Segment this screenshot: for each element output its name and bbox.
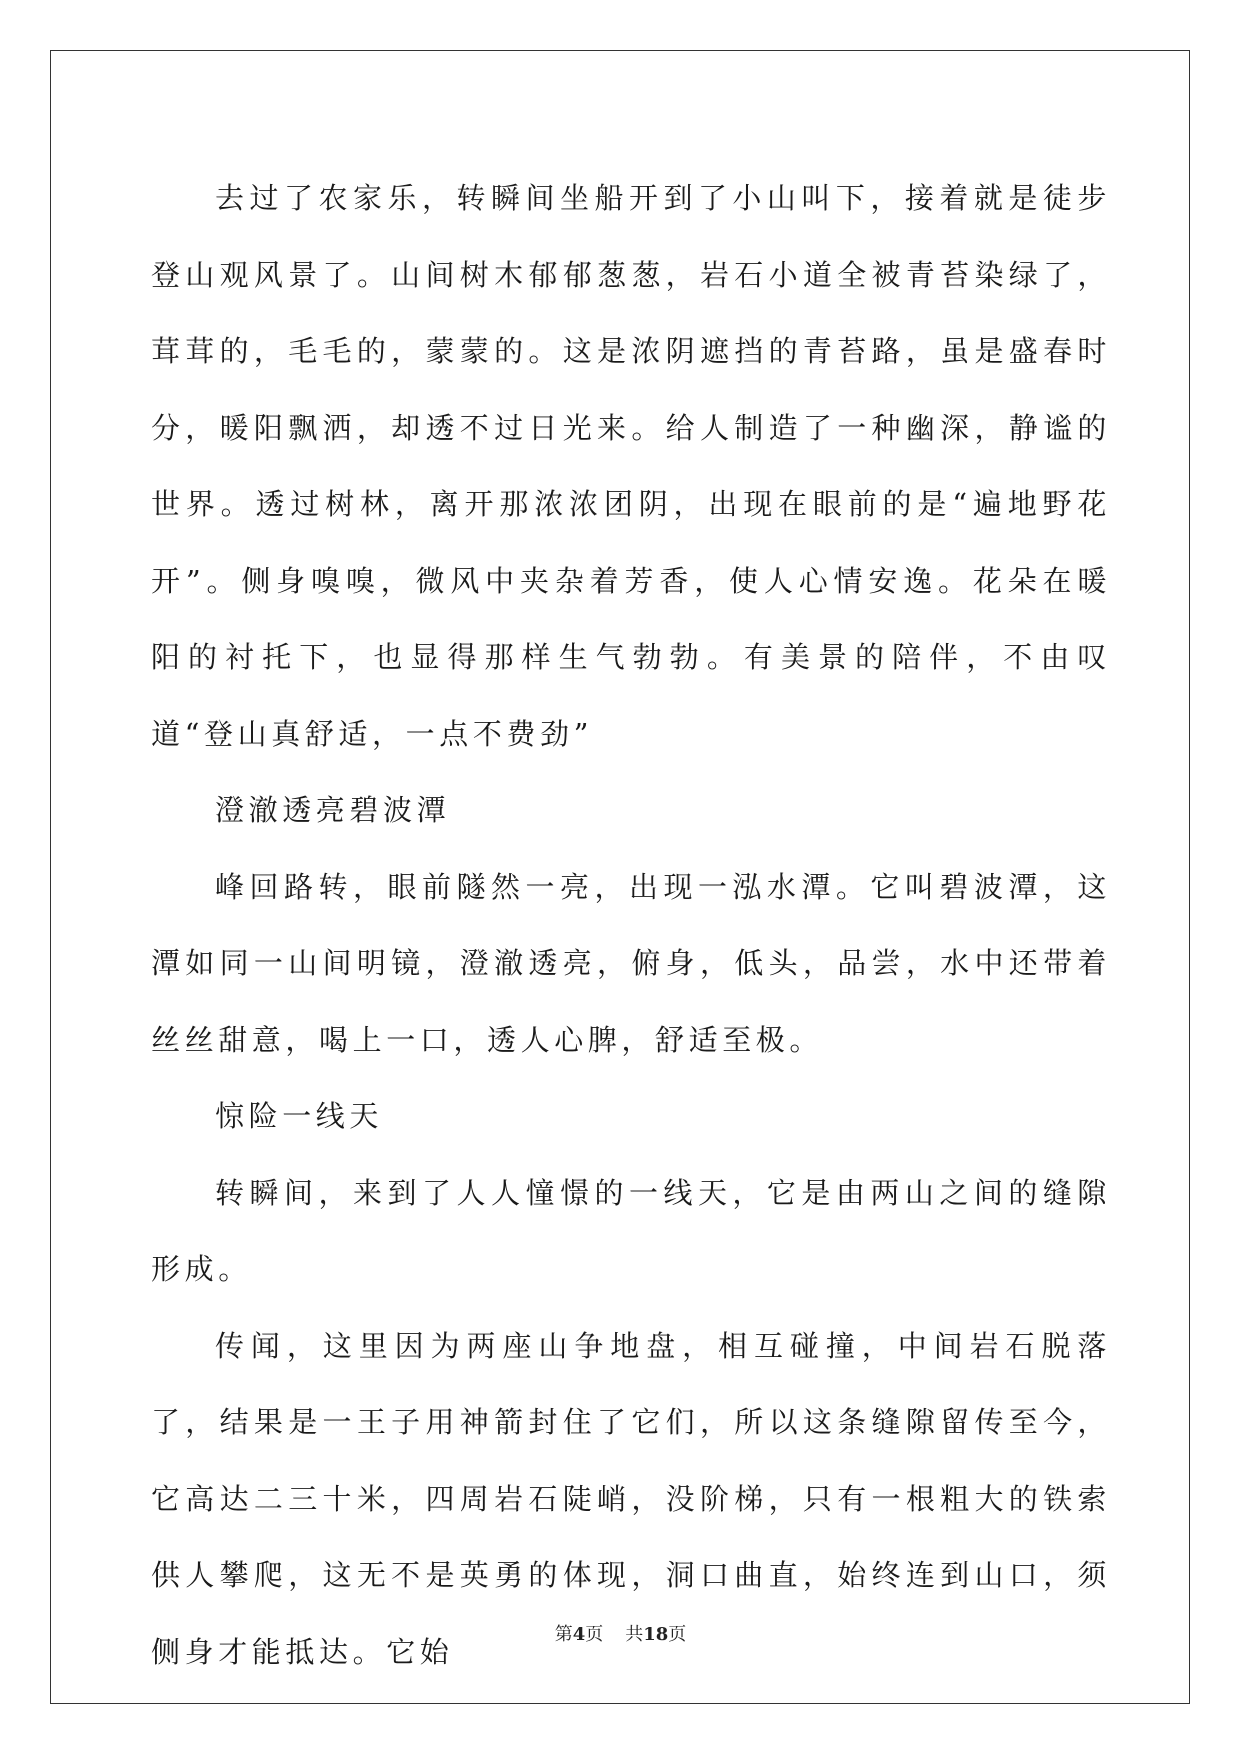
page-number: 4 [572, 1624, 586, 1645]
paragraph-bibotan: 峰回路转，眼前隧然一亮，出现一泓水潭。它叫碧波潭，这潭如同一山间明镜，澄澈透亮，俯身，低头，品尝，水中还带着丝丝甜意，喝上一口，透人心脾，舒适至极。 [151, 869, 1111, 1057]
section-heading-bibotan: 澄澈透亮碧波潭 [215, 793, 451, 827]
paragraph-yixiantian: 转瞬间，来到了人人憧憬的一线天，它是由两山之间的缝隙形成。 [151, 1175, 1111, 1286]
paragraph-legend: 传闻，这里因为两座山争地盘，相互碰撞，中间岩石脱落了，结果是一王子用神箭封住了它们，所以这条缝隙留传至今，它高达二三十米，四周岩石陡峭，没阶梯，只有一根粗大的铁索供人攀爬，这无不是英勇的体现，洞口曲直，始终连到山口，须侧身才能抵达。它始 [151, 1328, 1111, 1669]
page-prefix: 第 [554, 1624, 573, 1645]
paragraph-intro: 去过了农家乐，转瞬间坐船开到了小山叫下，接着就是徒步登山观风景了。山间树木郁郁葱葱，岩石小道全被青苔染绿了，茸茸的，毛毛的，蒙蒙的。这是浓阴遮挡的青苔路，虽是盛春时分，暖阳飘洒，却透不过日光来。给人制造了一种幽深，静谧的世界。透过树林，离开那浓浓团阴，出现在眼前的是“遍地野花开”。侧身嗅嗅，微风中夹杂着芳香，使人心情安逸。花朵在暖阳的衬托下，也显得那样生气勃勃。有美景的陪伴，不由叹道“登山真舒适，一点不费劲” [151, 181, 1111, 751]
document-body [151, 160, 1111, 1690]
total-prefix: 共 [625, 1624, 644, 1645]
section-heading-yixiantian: 惊险一线天 [215, 1099, 384, 1133]
total-pages: 18 [643, 1624, 669, 1645]
page-footer [0, 1620, 1241, 1646]
total-suffix: 页 [668, 1624, 687, 1645]
page-suffix: 页 [585, 1624, 604, 1645]
